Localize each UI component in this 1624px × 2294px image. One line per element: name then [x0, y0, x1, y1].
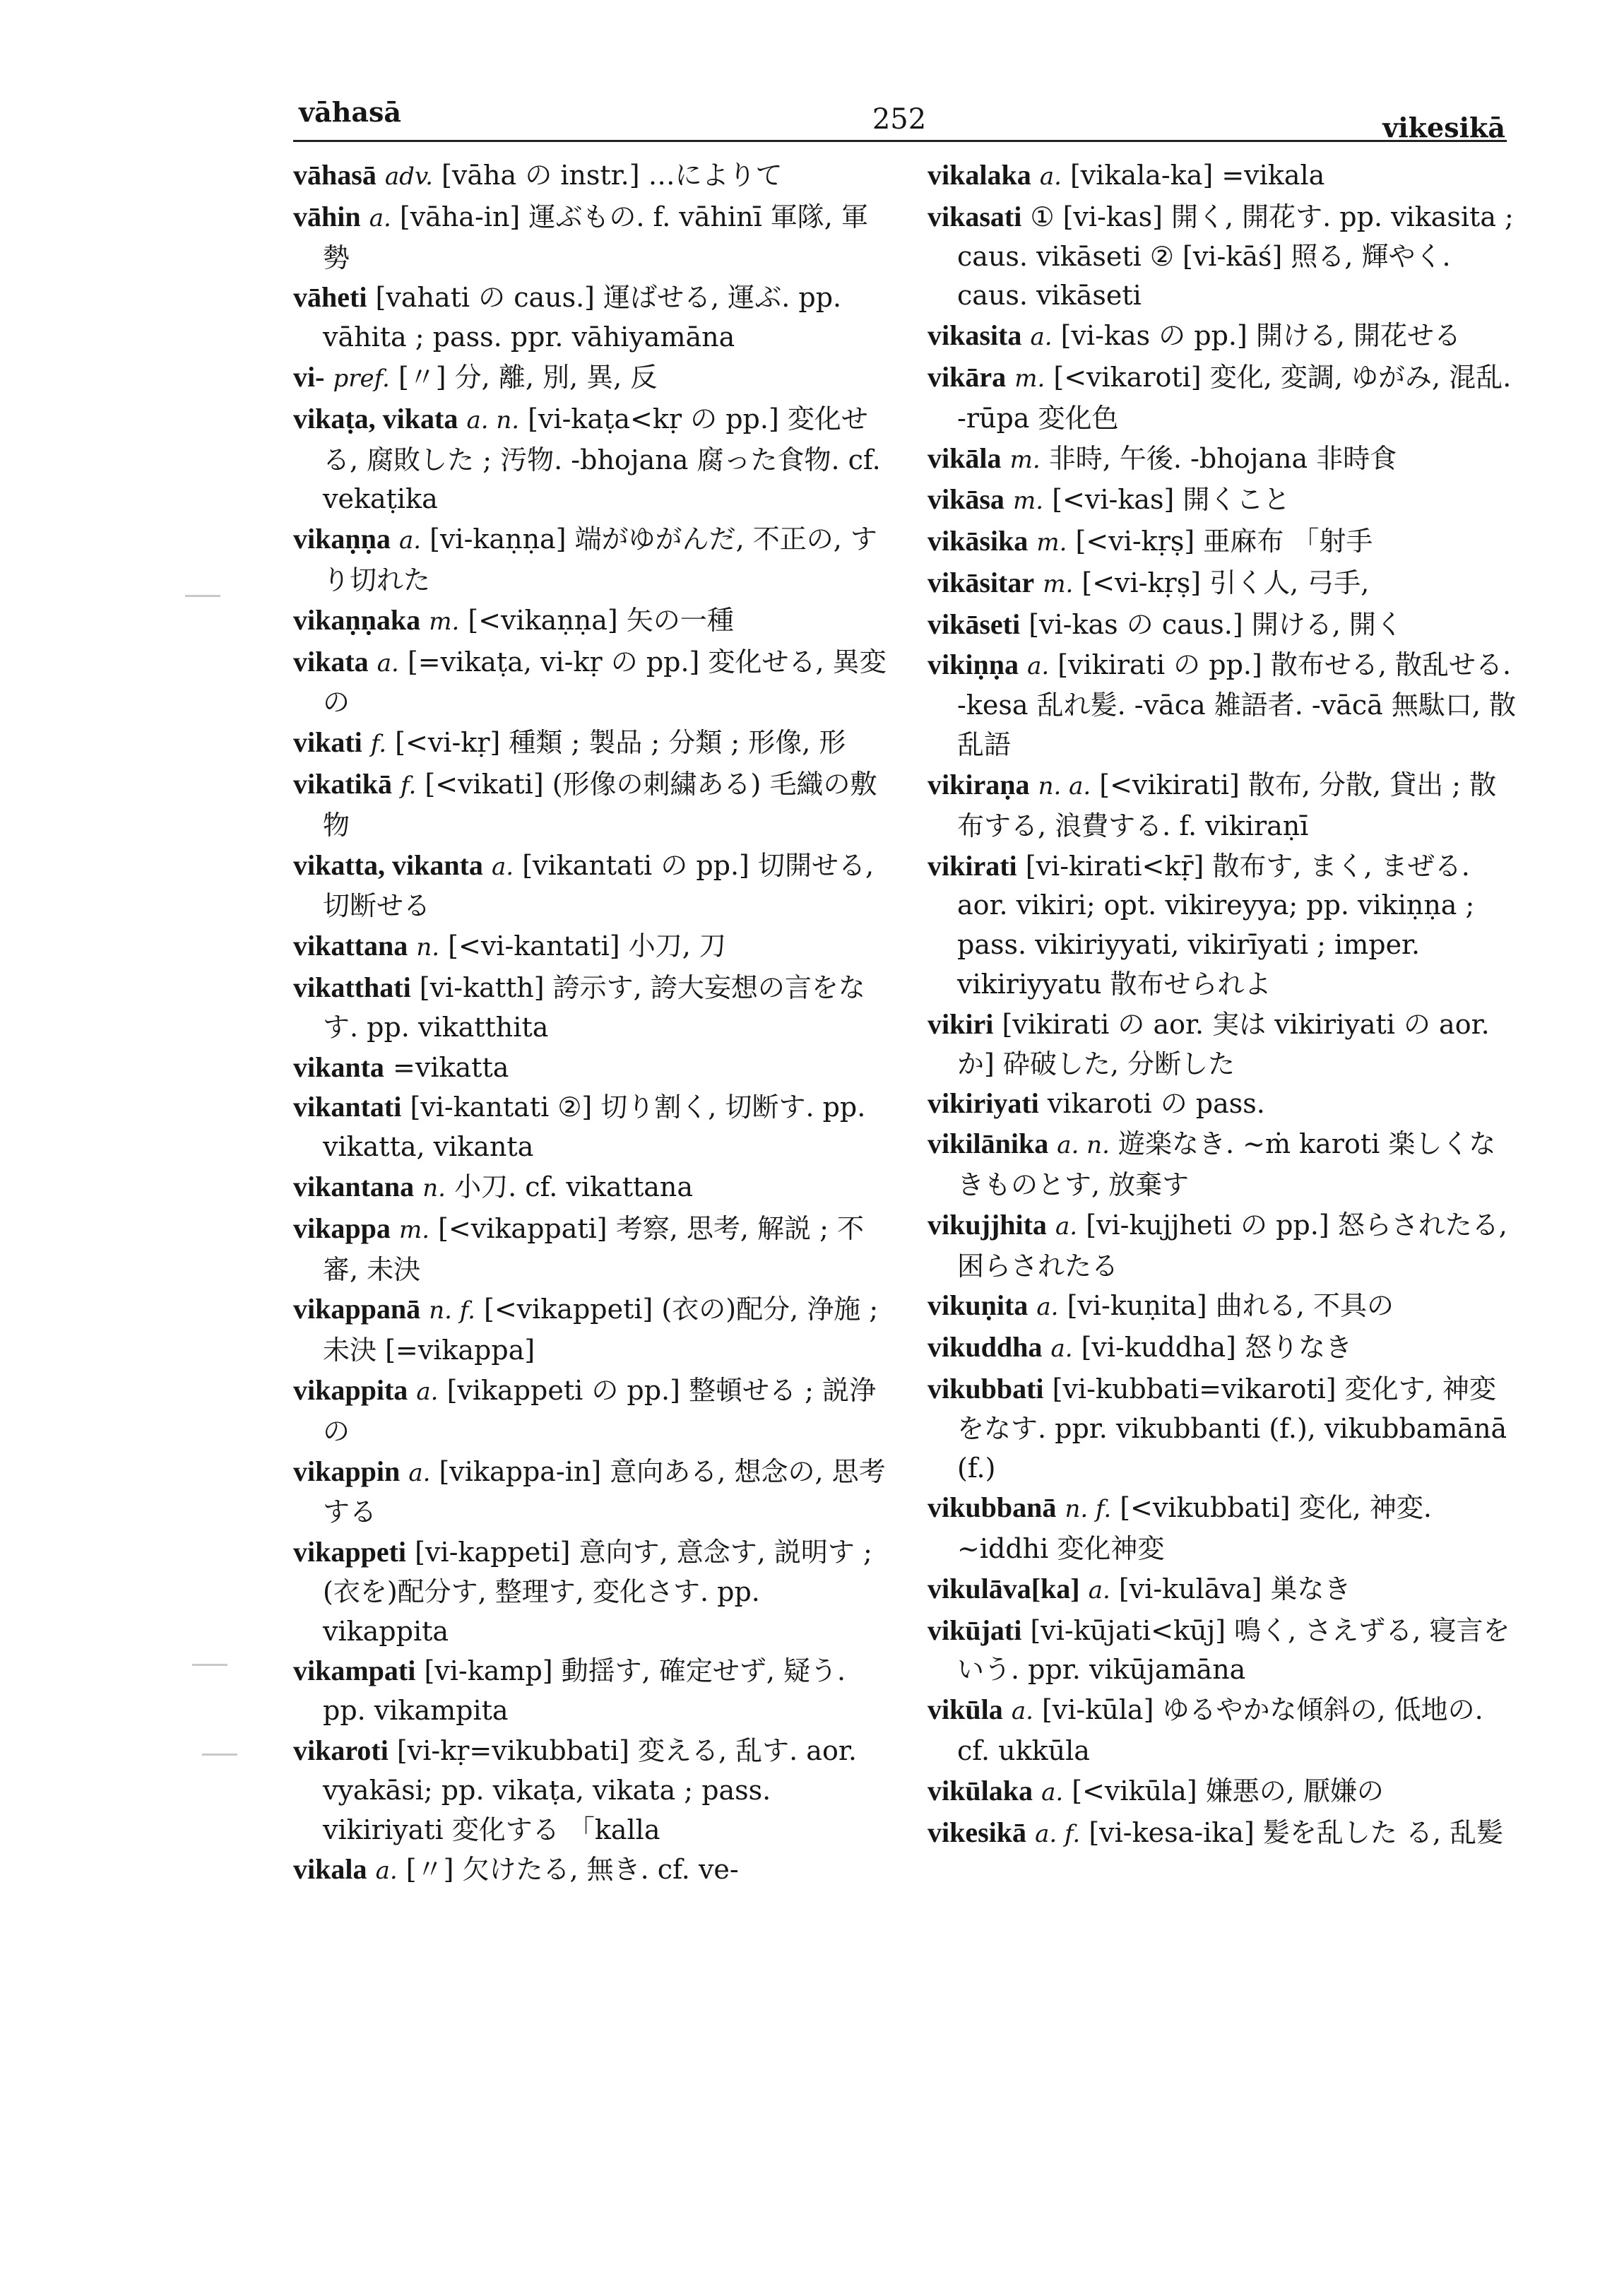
- dictionary-entry: [293, 1087, 887, 1167]
- dictionary-entry: [293, 519, 887, 601]
- scan-speck: [192, 1664, 227, 1666]
- entry-definition: [<vi-kas] 開くこと: [1052, 484, 1291, 516]
- dictionary-entry: [293, 357, 887, 399]
- entry-grammar: a.: [369, 203, 391, 232]
- entry-headword: vikulāva[ka]: [927, 1572, 1080, 1604]
- entry-definition: [<vi-kṛ] 種類 ; 製品 ; 分類 ; 形像, 形: [395, 727, 846, 759]
- entry-headword: vikāra: [927, 360, 1007, 393]
- dictionary-entry: [293, 278, 887, 357]
- entry-definition: 小刀. cf. vikattana: [454, 1171, 694, 1202]
- header-rule: [293, 140, 1507, 142]
- entry-grammar: a.: [375, 1857, 398, 1886]
- entry-grammar: m.: [429, 607, 460, 636]
- dictionary-entry: [293, 399, 887, 519]
- entry-headword: vikaroti: [293, 1734, 389, 1767]
- entry-headword: vikujjhita: [927, 1208, 1047, 1241]
- entry-definition: [vāha の instr.] …によりて: [441, 160, 783, 191]
- dictionary-entry: [293, 1651, 887, 1731]
- dictionary-entry: [927, 1813, 1521, 1855]
- entry-definition: [<vi-kṛṣ] 引く人, 弓手,: [1081, 567, 1370, 598]
- entry-definition: 非時, 午後. -bhojana 非時食: [1048, 442, 1397, 474]
- entry-grammar: m.: [1014, 364, 1045, 393]
- dictionary-entry: [927, 197, 1521, 316]
- entry-grammar: a. n.: [1057, 1131, 1110, 1160]
- entry-grammar: n.: [422, 1173, 446, 1202]
- entry-definition: [=vikaṭa, vi-kṛ の pp.] 変化せる, 異変の: [323, 646, 887, 719]
- entry-definition: [vi-kujjheti の pp.] 怒らされたる, 困らされたる: [957, 1209, 1507, 1282]
- entry-headword: vikaṭa, vikata: [293, 402, 458, 434]
- entry-definition: [vi-kaṇṇa] 端がゆがんだ, 不正の, すり切れた: [323, 524, 877, 596]
- dictionary-entry: [293, 601, 887, 642]
- entry-definition: [vi-kappeti] 意向す, 意念す, 説明す ; (衣を)配分す, 整理す, 変化さす. pp. vikappita: [323, 1537, 872, 1647]
- scan-speck: [185, 595, 220, 597]
- dictionary-entry: [293, 926, 887, 968]
- entry-headword: vikati: [293, 726, 362, 759]
- entry-headword: vikiṇṇa: [927, 648, 1019, 680]
- entry-grammar: n. f.: [429, 1296, 475, 1325]
- dictionary-entry: [927, 1084, 1521, 1124]
- dictionary-entry: [927, 521, 1521, 563]
- entry-grammar: a.: [408, 1458, 431, 1487]
- dictionary-entry: [927, 765, 1521, 846]
- dictionary-entry: [927, 357, 1521, 439]
- entry-grammar: a. n.: [466, 406, 520, 434]
- entry-grammar: a.: [377, 649, 399, 678]
- entry-definition: [vi-kulāva] 巣なき: [1118, 1573, 1351, 1604]
- entry-definition: [<vikubbati] 変化, 神変. ~iddhi 変化神変: [957, 1492, 1432, 1565]
- entry-definition: [vahati の caus.] 運ばせる, 運ぶ. pp. vāhita ; pass. ppr. vāhiyamāna: [323, 282, 842, 353]
- dictionary-entry: [293, 1209, 887, 1290]
- entry-definition: [vikappa-in] 意向ある, 想念の, 思考する: [323, 1455, 886, 1528]
- entry-grammar: a.: [1030, 323, 1053, 352]
- entry-headword: vikubbanā: [927, 1491, 1057, 1524]
- dictionary-entry: [927, 1205, 1521, 1287]
- entry-grammar: a.: [1088, 1575, 1110, 1604]
- dictionary-entry: [293, 197, 887, 278]
- entry-grammar: a.: [492, 852, 514, 881]
- header-last-headword: vikesikā: [1382, 112, 1505, 143]
- entry-headword: vikattana: [293, 930, 408, 962]
- dictionary-entry: [293, 1048, 887, 1088]
- entry-headword: vi-: [293, 360, 325, 393]
- dictionary-entry: [293, 642, 887, 723]
- entry-definition: [〃] 欠けたる, 無き. cf. ve-: [405, 1854, 739, 1886]
- dictionary-entry: [293, 1850, 887, 1891]
- dictionary-entry: [927, 480, 1521, 521]
- entry-headword: vāhasā: [293, 159, 377, 191]
- entry-definition: [<vi-kantati] 小刀, 刀: [448, 930, 726, 962]
- entry-headword: vikāsitar: [927, 566, 1035, 598]
- dictionary-entry: [293, 1167, 887, 1209]
- entry-grammar: a.: [1050, 1335, 1073, 1364]
- entry-grammar: f.: [370, 730, 387, 759]
- entry-definition: [vi-kamp] 動揺す, 確定せず, 疑う. pp. vikampita: [323, 1655, 846, 1727]
- entry-definition: [vi-kuddha] 怒りなき: [1081, 1332, 1353, 1364]
- entry-definition: [<vikūla] 嫌悪の, 厭嫌の: [1072, 1775, 1384, 1807]
- entry-headword: vikappanā: [293, 1293, 421, 1325]
- entry-headword: vikāsika: [927, 525, 1029, 557]
- entry-headword: vikala: [293, 1853, 367, 1886]
- dictionary-entry: [927, 1771, 1521, 1813]
- left-column: [293, 155, 887, 1891]
- entry-grammar: a.: [398, 526, 422, 555]
- entry-headword: vikūlaka: [927, 1774, 1033, 1807]
- entry-grammar: n. f.: [1065, 1495, 1112, 1524]
- entry-headword: vikūjati: [927, 1614, 1022, 1646]
- entry-definition: ① [vi-kas] 開く, 開花す. pp. vikasita ; caus. vikāseti ② [vi-kāś] 照る, 輝やく. caus. vikāseti: [957, 201, 1514, 312]
- entry-headword: vikaṇṇaka: [293, 603, 421, 636]
- entry-definition: =vikatta: [393, 1051, 509, 1083]
- entry-definition: [vi-kas の caus.] 開ける, 開く: [1029, 608, 1403, 640]
- entry-headword: vāhin: [293, 200, 361, 232]
- dictionary-entry: [293, 846, 887, 927]
- entry-grammar: a.: [1027, 651, 1050, 680]
- entry-definition: [vikala-ka] =vikala: [1069, 160, 1325, 191]
- page-number: 252: [872, 103, 927, 136]
- dictionary-entry: [293, 1731, 887, 1850]
- entry-grammar: a. f.: [1035, 1819, 1081, 1848]
- entry-headword: vikuddha: [927, 1331, 1043, 1364]
- entry-definition: [vikantati の pp.] 切開せる, 切断せる: [323, 849, 875, 922]
- entry-headword: vikatikā: [293, 767, 393, 800]
- entry-definition: vikaroti の pass.: [1047, 1088, 1265, 1120]
- entry-headword: vikiri: [927, 1007, 994, 1040]
- entry-definition: 遊楽なき. ~ṁ karoti 楽しくなきものとす, 放棄す: [957, 1128, 1496, 1200]
- entry-grammar: a.: [1041, 1778, 1064, 1807]
- dictionary-entry: [927, 1328, 1521, 1369]
- entry-definition: [<vi-kṛṣ] 亜麻布 「射手: [1075, 526, 1373, 557]
- entry-definition: [vi-kaṭa<kṛ の pp.] 変化せる, 腐敗した ; 汚物. -bhojana 腐った食物. cf. vekaṭika: [323, 403, 881, 515]
- entry-definition: [vi-katth] 誇示す, 誇大妄想の言をなす. pp. vikatthita: [323, 971, 865, 1043]
- entry-definition: [vi-kirati<kṝ] 散布す, まく, まぜる. aor. vikiri; opt. vikireyya; pp. vikiṇṇa ; pass. vikiriyyati, vikirīyati ; imper. vikiriyyatu 散布せられよ: [957, 850, 1475, 1000]
- entry-headword: vikaṇṇa: [293, 523, 391, 555]
- dictionary-entry: [927, 1488, 1521, 1569]
- entry-headword: vikāseti: [927, 608, 1021, 640]
- dictionary-entry: [293, 764, 887, 846]
- entry-headword: vikalaka: [927, 159, 1031, 191]
- entry-grammar: a.: [1055, 1212, 1078, 1241]
- entry-grammar: n. a.: [1038, 771, 1091, 800]
- entry-definition: [vi-kesa-ika] 髪を乱した る, 乱髪: [1089, 1816, 1504, 1848]
- entry-headword: vikantana: [293, 1170, 415, 1202]
- entry-headword: vikiraṇa: [927, 768, 1030, 800]
- dictionary-entry: [293, 1371, 887, 1452]
- header-first-headword: vāhasā: [299, 96, 401, 128]
- entry-grammar: a.: [1011, 1697, 1033, 1726]
- entry-definition: [vikirati の aor. 実は vikiriyati の aor. か] 砕破した, 分断した: [957, 1008, 1490, 1080]
- entry-headword: vikāla: [927, 442, 1002, 474]
- dictionary-entry: [927, 439, 1521, 480]
- entry-grammar: m.: [398, 1215, 430, 1244]
- entry-headword: vikappita: [293, 1373, 408, 1406]
- dictionary-entry: [927, 1569, 1521, 1611]
- entry-headword: vikappeti: [293, 1536, 407, 1568]
- entry-headword: vikasati: [927, 200, 1022, 232]
- dictionary-entry: [927, 563, 1521, 605]
- entry-definition: [vi-kantati ②] 切り割く, 切断す. pp. vikatta, vikanta: [323, 1092, 866, 1163]
- entry-headword: vikāsa: [927, 483, 1004, 516]
- entry-definition: [vi-kas の pp.] 開ける, 開花せる: [1060, 320, 1462, 352]
- entry-definition: [<vikirati] 散布, 分散, 貸出 ; 散布する, 浪費する. f. vikiraṇī: [957, 769, 1497, 841]
- entry-headword: vikanta: [293, 1051, 384, 1083]
- entry-definition: [〃] 分, 離, 別, 異, 反: [398, 361, 658, 393]
- dictionary-entry: [927, 605, 1521, 645]
- dictionary-entry: [927, 1124, 1521, 1205]
- entry-headword: vikata: [293, 645, 369, 678]
- entry-definition: [<vikaroti] 変化, 変調, ゆがみ, 混乱. -rūpa 変化色: [957, 361, 1512, 434]
- entry-definition: [vi-kūla] ゆるやかな傾斜の, 低地の. cf. ukkūla: [957, 1694, 1483, 1767]
- scan-speck: [202, 1754, 237, 1756]
- entry-definition: [vikappeti の pp.] 整頓せる ; 説浄の: [323, 1374, 877, 1447]
- entry-headword: vikatta, vikanta: [293, 849, 483, 881]
- entry-definition: [vi-kuṇita] 曲れる, 不具の: [1067, 1290, 1394, 1322]
- entry-headword: vikappa: [293, 1212, 391, 1244]
- entry-grammar: a.: [416, 1377, 439, 1406]
- entry-headword: vikirati: [927, 849, 1017, 882]
- entry-headword: vikiriyati: [927, 1087, 1039, 1120]
- entry-definition: [<vikati] (形像の刺繍ある) 毛織の敷物: [323, 768, 877, 841]
- entry-definition: [vikirati の pp.] 散布せる, 散乱せる. -kesa 乱れ髪. -vāca 雑語者. -vācā 無駄口, 散乱語: [957, 649, 1517, 761]
- entry-grammar: m.: [1009, 445, 1041, 474]
- entry-grammar: m.: [1013, 487, 1044, 516]
- dictionary-entry: [927, 1611, 1521, 1691]
- entry-grammar: m.: [1036, 528, 1067, 557]
- dictionary-entry: [927, 1369, 1521, 1488]
- dictionary-entry: [293, 155, 887, 197]
- entry-grammar: adv.: [384, 162, 433, 191]
- entry-headword: vikilānika: [927, 1128, 1049, 1160]
- entry-headword: vikampati: [293, 1655, 416, 1687]
- entry-headword: vikappin: [293, 1455, 401, 1487]
- entry-definition: [vi-kṛ=vikubbati] 変える, 乱す. aor. vyakāsi; pp. vikaṭa, vikata ; pass. vikiriyati 変化する 「kalla: [323, 1735, 857, 1845]
- entry-definition: [<vikappati] 考察, 思考, 解説 ; 不審, 未決: [323, 1212, 864, 1285]
- dictionary-entry: [927, 1005, 1521, 1084]
- dictionary-entry: [293, 1452, 887, 1533]
- entry-headword: vikubbati: [927, 1372, 1044, 1405]
- entry-grammar: n.: [416, 933, 440, 962]
- entry-definition: [vāha-in] 運ぶもの. f. vāhinī 軍隊, 軍勢: [323, 201, 868, 273]
- dictionary-entry: [927, 846, 1521, 1005]
- entry-headword: vāheti: [293, 281, 367, 314]
- dictionary-entry: [927, 316, 1521, 357]
- entry-grammar: pref.: [333, 364, 390, 393]
- dictionary-entry: [293, 1532, 887, 1651]
- dictionary-entry: [927, 645, 1521, 765]
- entry-headword: vikesikā: [927, 1816, 1027, 1848]
- entry-definition: [vi-kubbati=vikaroti] 変化す, 神変をなす. ppr. vikubbanti (f.), vikubbamānā (f.): [957, 1373, 1507, 1484]
- entry-grammar: m.: [1043, 569, 1074, 598]
- entry-headword: vikantati: [293, 1091, 402, 1123]
- dictionary-entry: [927, 155, 1521, 197]
- entry-definition: [<vikappeti] (衣の)配分, 浄施 ; 未決 [=vikappa]: [323, 1294, 879, 1366]
- entry-grammar: a.: [1036, 1293, 1059, 1322]
- dictionary-entry: [293, 723, 887, 764]
- entry-headword: vikūla: [927, 1693, 1003, 1726]
- entry-grammar: a.: [1039, 162, 1062, 191]
- dictionary-entry: [293, 1289, 887, 1371]
- entry-grammar: f.: [401, 771, 417, 800]
- entry-headword: vikatthati: [293, 971, 411, 1003]
- dictionary-entry: [927, 1286, 1521, 1328]
- entry-headword: vikasita: [927, 319, 1022, 352]
- dictionary-entry: [293, 968, 887, 1048]
- entry-definition: [vi-kūjati<kūj] 鳴く, さえずる, 寝言をいう. ppr. vikūjamāna: [957, 1614, 1510, 1686]
- right-column: [927, 155, 1521, 1854]
- entry-headword: vikuṇita: [927, 1289, 1029, 1322]
- entry-definition: [<vikaṇṇa] 矢の一種: [468, 604, 734, 636]
- running-header: [293, 90, 1505, 141]
- dictionary-entry: [927, 1690, 1521, 1771]
